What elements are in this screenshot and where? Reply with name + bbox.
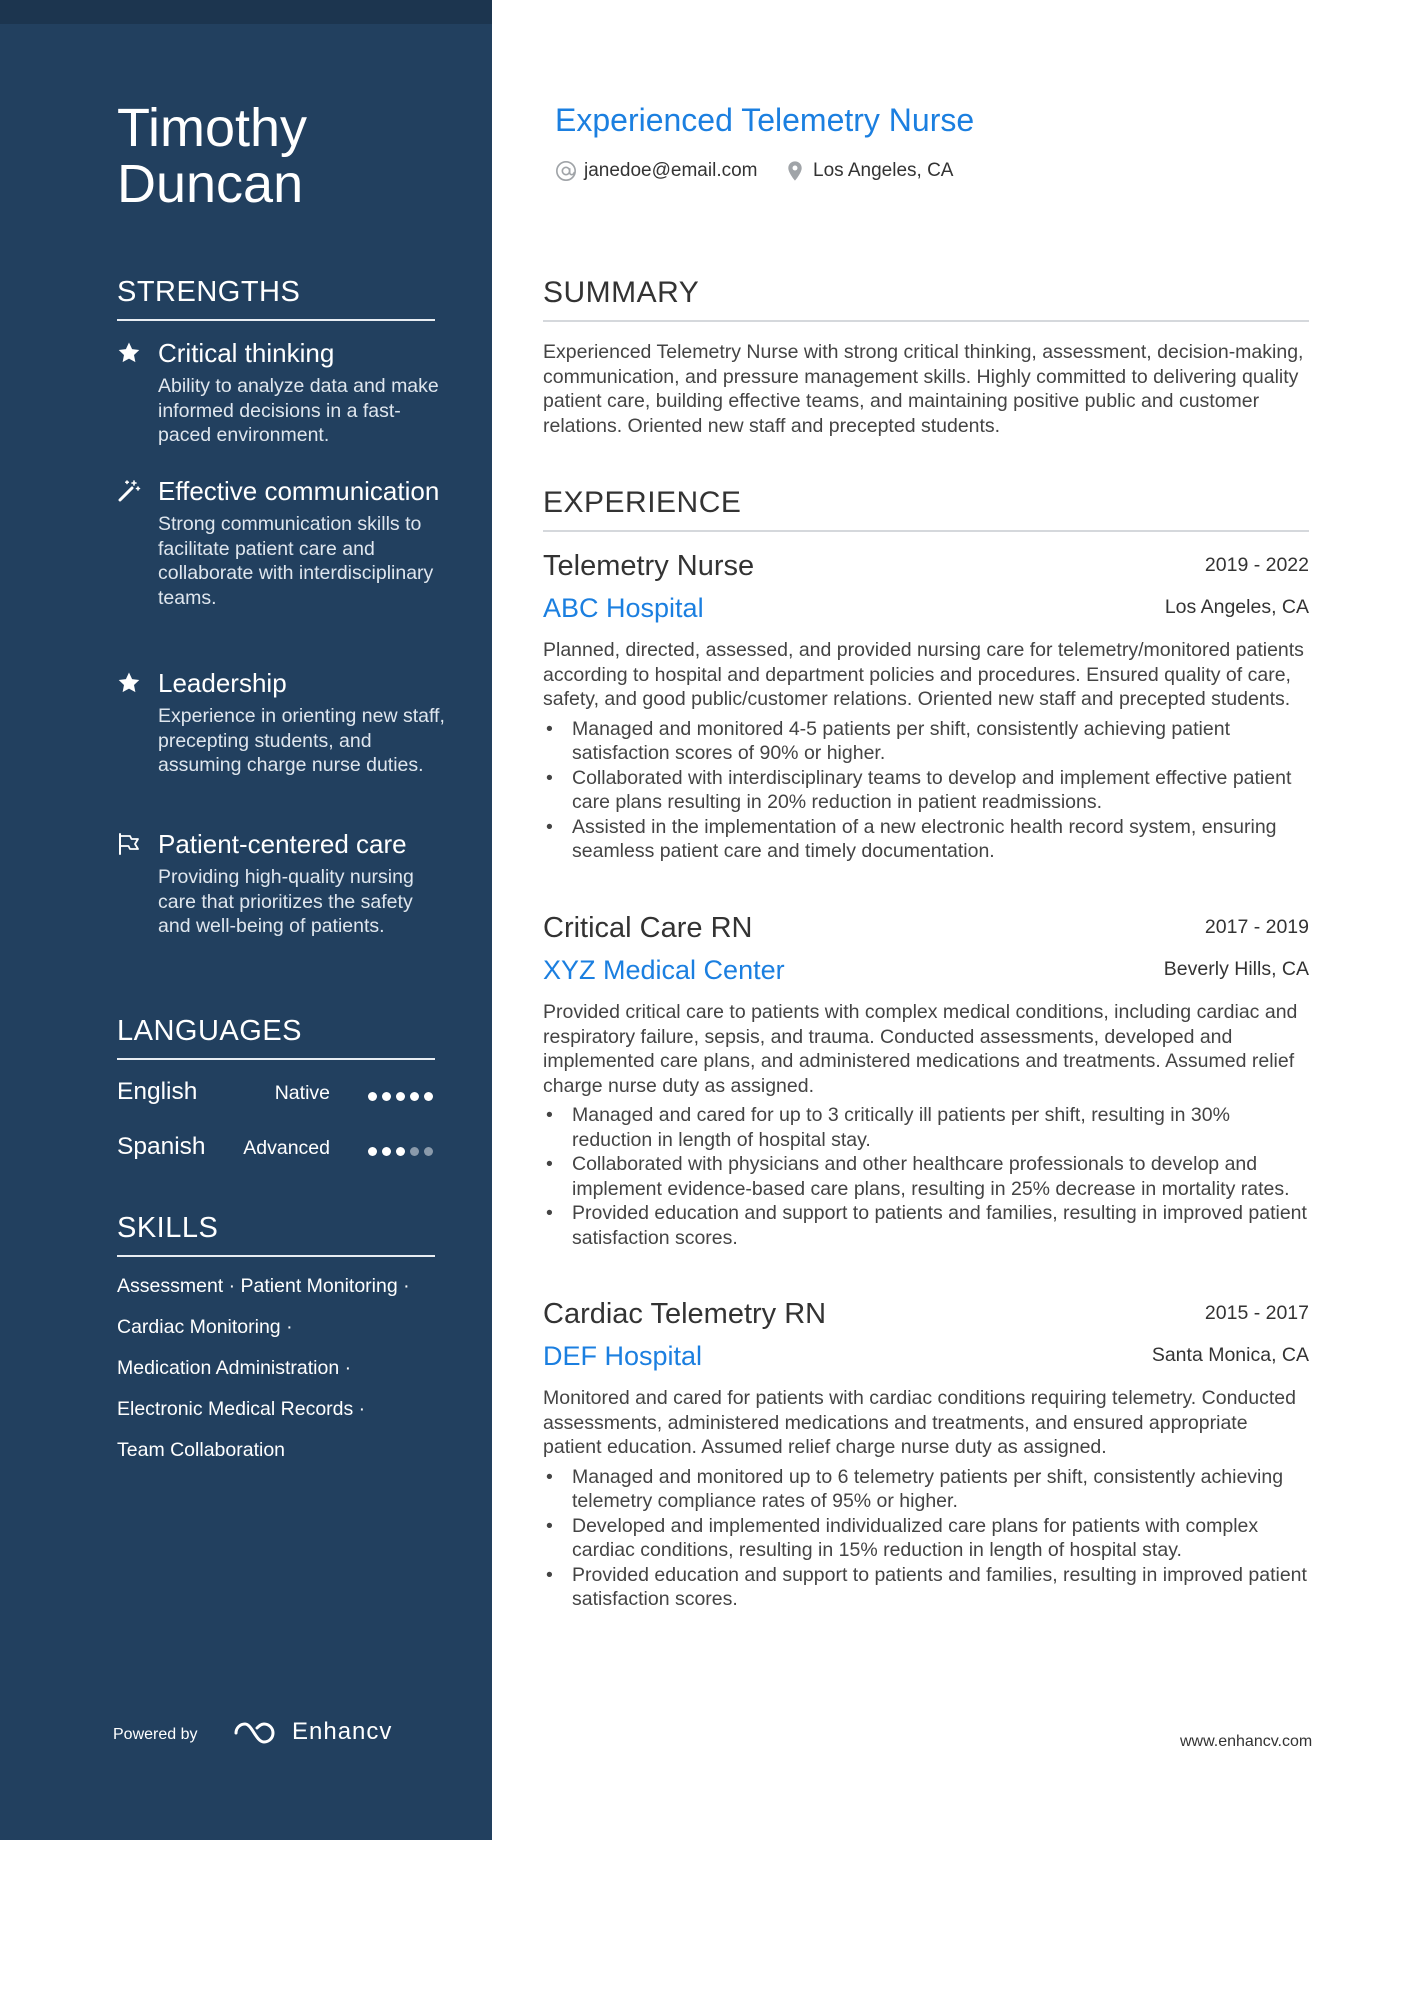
job-summary: Planned, directed, assessed, and provided nursing care for telemetry/monitored patients according to hospital and department policies and procedures. Ensured quality of care, safety, and good public/customer relations. Oriented new staff and precepted students. <box>543 639 1304 710</box>
job-description <box>543 1386 1309 1612</box>
skill-line: Cardiac Monitoring · <box>117 1316 293 1338</box>
name-line-1: Timothy <box>117 98 308 158</box>
job-summary: Provided critical care to patients with complex medical conditions, including cardiac and respiratory failure, sepsis, and trauma. Conducted assessments, developed and implemented care plans, and administered medications and treatments. Assumed relief charge nurse duty as assigned. <box>543 1001 1298 1097</box>
job-bullet: • Managed and monitored up to 6 telemetry patients per shift, consistently achieving telemetry compliance rates of 95% or higher. <box>543 1465 1309 1514</box>
job-description <box>543 638 1309 864</box>
resume-title: Experienced Telemetry Nurse <box>555 102 975 138</box>
job-company: XYZ Medical Center <box>543 955 785 985</box>
job-bullet: • Assisted in the implementation of a new electronic health record system, ensuring seamless patient care and timely documentation. <box>543 815 1309 864</box>
job-company: ABC Hospital <box>543 593 704 623</box>
contact-email[interactable] <box>555 160 785 184</box>
strength-item <box>117 829 447 939</box>
strength-description: Experience in orienting new staff, precepting students, and assuming charge nurse duties. <box>158 705 445 776</box>
email-text: janedoe@email.com <box>584 160 758 181</box>
location-text: Los Angeles, CA <box>813 160 954 181</box>
skills-heading: SKILLS <box>117 1212 435 1257</box>
skill-line: Electronic Medical Records · <box>117 1398 366 1420</box>
job-dates: 2015 - 2017 <box>1204 1302 1309 1324</box>
strength-description: Strong communication skills to facilitate patient care and collaborate with interdisciplinary teams. <box>158 513 434 609</box>
language-row <box>117 1078 435 1108</box>
skill-line: Medication Administration · <box>117 1357 352 1379</box>
language-row <box>117 1133 435 1163</box>
language-name: Spanish <box>117 1133 206 1160</box>
location-pin-icon <box>784 160 806 182</box>
strength-title: Effective communication <box>158 476 440 506</box>
job-role: Critical Care RN <box>543 912 753 944</box>
contact-location <box>784 160 984 184</box>
star-icon <box>117 671 141 695</box>
language-rating <box>363 1143 433 1161</box>
strength-description: Ability to analyze data and make informed decisions in a fast-paced environment. <box>158 375 439 446</box>
job-location: Beverly Hills, CA <box>1163 958 1309 980</box>
enhancv-logo-icon <box>232 1718 280 1748</box>
rating-dot-filled <box>396 1092 405 1101</box>
job-summary: Monitored and cared for patients with cardiac conditions requiring telemetry. Conducted assessments, administered medications and treatments, and ensured appropriate patient education. Assumed relief charge nurse duty as assigned. <box>543 1387 1296 1458</box>
experience-heading: EXPERIENCE <box>543 486 1309 532</box>
name-line-2: Duncan <box>117 154 304 214</box>
language-name: English <box>117 1078 198 1105</box>
strength-item <box>117 668 447 778</box>
rating-dot-empty <box>410 1147 419 1156</box>
job-dates: 2019 - 2022 <box>1204 554 1309 576</box>
strength-title: Critical thinking <box>158 338 335 368</box>
job-role: Telemetry Nurse <box>543 550 755 582</box>
job-bullet: • Collaborated with physicians and other healthcare professionals to develop and implement evidence-based care plans, resulting in 25% decrease in mortality rates. <box>543 1152 1309 1201</box>
summary-heading: SUMMARY <box>543 276 1309 322</box>
skill-line: Assessment · Patient Monitoring · <box>117 1275 410 1297</box>
job-bullet: • Managed and monitored 4-5 patients per shift, consistently achieving patient satisfaction scores of 90% or higher. <box>543 717 1309 766</box>
sidebar-top-bar <box>0 0 492 24</box>
job-bullet: • Provided education and support to patients and families, resulting in improved patient satisfaction scores. <box>543 1563 1309 1612</box>
job-company: DEF Hospital <box>543 1341 703 1371</box>
language-level: Native <box>274 1082 330 1104</box>
job-dates: 2017 - 2019 <box>1204 916 1309 938</box>
language-rating <box>363 1088 433 1106</box>
job-location: Santa Monica, CA <box>1151 1344 1309 1366</box>
skill-line: Team Collaboration <box>117 1439 286 1461</box>
job-bullets <box>543 717 1309 864</box>
job-role: Cardiac Telemetry RN <box>543 1298 827 1330</box>
candidate-name <box>117 100 457 212</box>
job-bullet: • Collaborated with interdisciplinary teams to develop and implement effective patient care plans resulting in 20% reduction in patient readmissions. <box>543 766 1309 815</box>
sidebar <box>0 0 492 1840</box>
strengths-heading: STRENGTHS <box>117 276 435 321</box>
rating-dot-filled <box>410 1092 419 1101</box>
rating-dot-filled <box>396 1147 405 1156</box>
enhancv-brand-name[interactable]: Enhancv <box>292 1718 393 1745</box>
job-description <box>543 1000 1309 1250</box>
strength-title: Leadership <box>158 668 287 698</box>
language-level: Advanced <box>243 1137 330 1159</box>
magic-wand-icon <box>117 479 141 503</box>
summary-text: Experienced Telemetry Nurse with strong critical thinking, assessment, decision-making, communication, and pressure management skills. Highly committed to delivering quality patient care, building effective teams, and maintaining positive public and customer relations. Oriented new staff and precepted students. <box>543 341 1304 437</box>
rating-dot-filled <box>424 1092 433 1101</box>
at-icon <box>555 160 577 182</box>
job-bullet: • Provided education and support to patients and families, resulting in improved patient satisfaction scores. <box>543 1201 1309 1250</box>
rating-dot-filled <box>382 1092 391 1101</box>
strength-item <box>117 338 447 448</box>
strength-title: Patient-centered care <box>158 829 407 859</box>
strength-description: Providing high-quality nursing care that prioritizes the safety and well-being of patients. <box>158 866 414 937</box>
website-link[interactable]: www.enhancv.com <box>1180 1733 1313 1750</box>
job-bullet: • Managed and cared for up to 3 critically ill patients per shift, resulting in 30% reduction in length of hospital stay. <box>543 1103 1309 1152</box>
star-icon <box>117 341 141 365</box>
job-bullet: • Developed and implemented individualized care plans for patients with complex cardiac conditions, resulting in 15% reduction in length of hospital stay. <box>543 1514 1309 1563</box>
strength-item <box>117 476 447 610</box>
rating-dot-filled <box>368 1147 377 1156</box>
powered-by-label: Powered by <box>113 1726 198 1743</box>
skills-list <box>117 1274 447 1479</box>
job-bullets <box>543 1103 1309 1250</box>
flag-icon <box>117 832 141 856</box>
job-location: Los Angeles, CA <box>1164 596 1309 618</box>
rating-dot-filled <box>368 1092 377 1101</box>
rating-dot-empty <box>424 1147 433 1156</box>
job-bullets <box>543 1465 1309 1612</box>
rating-dot-filled <box>382 1147 391 1156</box>
languages-heading: LANGUAGES <box>117 1015 435 1060</box>
